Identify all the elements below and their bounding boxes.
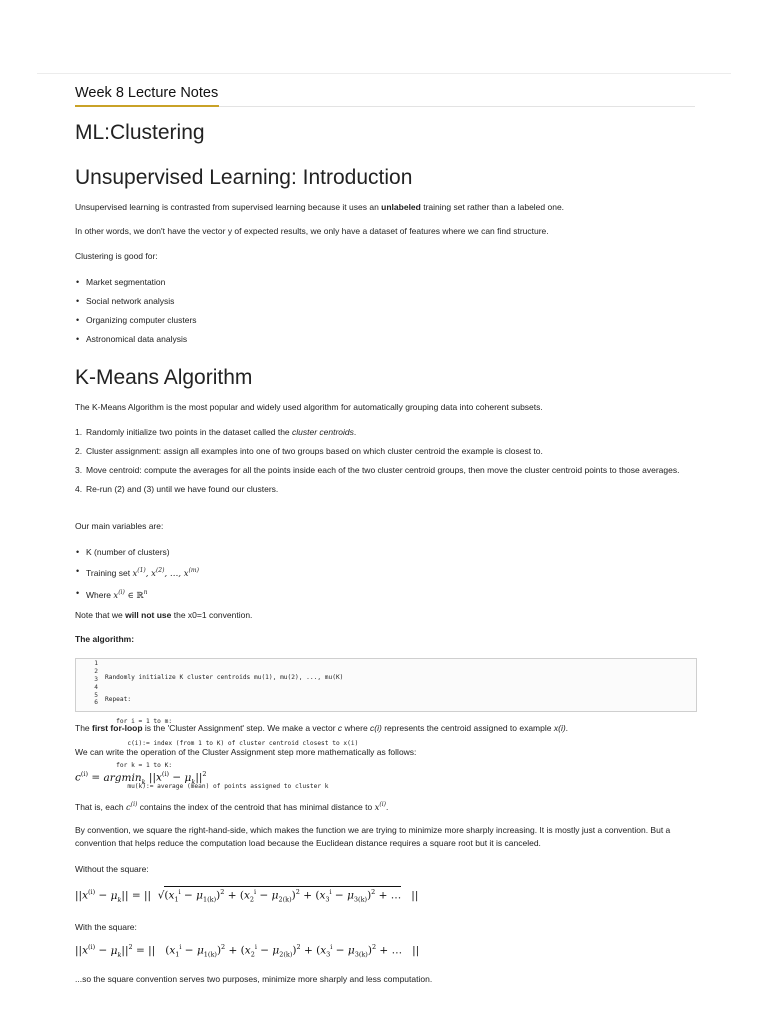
code-line: mu(k):= average (mean) of points assigned to cluster k xyxy=(105,783,329,791)
unsupervised-intro: Unsupervised learning is contrasted from supervised learning because it uses an unlabeled training set rather than a labeled one. xyxy=(75,202,565,212)
title-accent xyxy=(75,105,219,107)
without-square-label: Without the square: xyxy=(75,864,149,874)
list-item: • Organizing computer clusters xyxy=(75,314,695,326)
x-i-symbol: $x^{(i)}$ xyxy=(374,801,387,813)
first-loop-explanation: The first for-loop is the 'Cluster Assignment' step. We make a vector c where c(i) represents the centroid assigned to example x(i). xyxy=(75,723,569,733)
list-item: 3. Move centroid: compute the averages for all the points inside each of the two cluster centroid groups, then move the cluster centroid points to those averages. xyxy=(75,465,680,475)
clustering-uses-list xyxy=(75,276,695,345)
code-line-numbers: 1 2 3 4 5 6 xyxy=(94,660,98,707)
code-line: for k = 1 to K: xyxy=(105,761,173,769)
variables-intro: Our main variables are: xyxy=(75,521,164,531)
list-item: • Social network analysis xyxy=(75,295,695,307)
code-line: for i = 1 to m: xyxy=(105,717,173,725)
that-is-explanation: That is, each $c^{(i)}$ contains the index of the centroid that has minimal distance to $x^{(i)}$. xyxy=(75,801,389,813)
code-line: c(i):= index (from 1 to K) of cluster centroid closest to x(i) xyxy=(105,739,359,747)
header-divider xyxy=(37,73,731,74)
course-title[interactable]: Week 8 Lecture Notes xyxy=(75,85,219,101)
list-item: 4. Re-run (2) and (3) until we have found our clusters. xyxy=(75,484,279,494)
variables-list xyxy=(75,546,695,602)
distance-without-square-formula: $||x^{(i)} - \mu_k||$ = || $√(x_1^i - \mu_{1(k)})^2 + (x_2^i - \mu_{2(k)})^2 + (x_3^i - \mu_{3(k)})^2$ + … || xyxy=(75,888,419,904)
list-item: • Where $x^{(i)}$ ∈ ℝ$^n$ xyxy=(75,587,695,602)
list-item: 1. Randomly initialize two points in the dataset called the cluster centroids. xyxy=(75,427,357,437)
distance-with-square-formula: $||x^{(i)} - \mu_k||^2$ = || $(x_1^i - \mu_{1(k)})^2 + (x_2^i - \mu_{2(k)})^2 + (x_3^i - \mu_{3(k)})^2$ + … || xyxy=(75,943,420,959)
section-heading-kmeans: K-Means Algorithm xyxy=(75,366,253,389)
kmeans-steps xyxy=(75,426,695,495)
algorithm-heading: The algorithm: xyxy=(75,634,135,644)
list-item: • K (number of clusters) xyxy=(75,546,695,558)
square-convention-paragraph: By convention, we square the right-hand-side, which makes the function we are trying to minimize more sharply increasing. It is mostly just a convention. But a convention that helps reduce the computation load because the Euclidean distance requires a square root but it is canceled. xyxy=(75,825,671,848)
closing-remark: ...so the square convention serves two purposes, minimize more sharply and less computation. xyxy=(75,974,433,984)
c-i-symbol: $c^{(i)}$ xyxy=(126,801,138,813)
unsupervised-detail: In other words, we don't have the vector y of expected results, we only have a dataset of features where we can find structure. xyxy=(75,226,549,236)
code-line: Randomly initialize K cluster centroids mu(1), mu(2), ..., mu(K) xyxy=(105,674,344,681)
list-item: • Training set $x^{(1)}$, $x^{(2)}$, …, $x^{(m)}$ xyxy=(75,565,695,580)
with-square-label: With the square: xyxy=(75,922,137,932)
training-set-formula: $x^{(1)}$, $x^{(2)}$, …, $x^{(m)}$ xyxy=(132,567,199,579)
math-intro: We can write the operation of the Cluster Assignment step more mathematically as follows: xyxy=(75,747,417,757)
list-item: • Market segmentation xyxy=(75,276,695,288)
list-item: 2. Cluster assignment: assign all examples into one of two groups based on which cluster centroid the example is closest to. xyxy=(75,446,543,456)
page-title: ML:Clustering xyxy=(75,121,205,144)
feature-space-formula: $x^{(i)}$ ∈ ℝ$^n$ xyxy=(113,588,148,601)
section-heading-unsupervised: Unsupervised Learning: Introduction xyxy=(75,166,413,189)
clustering-good-for: Clustering is good for: xyxy=(75,251,158,261)
cluster-assignment-formula: $c^{(i)} = argmin_k$ $||x^{(i)} - \mu_k||^2$ xyxy=(75,770,207,786)
convention-note: Note that we will not use the x0=1 convention. xyxy=(75,610,253,620)
list-item: • Astronomical data analysis xyxy=(75,333,695,345)
code-line: Repeat: xyxy=(105,695,132,703)
kmeans-intro: The K-Means Algorithm is the most popular and widely used algorithm for automatically grouping data into coherent subsets. xyxy=(75,402,543,412)
